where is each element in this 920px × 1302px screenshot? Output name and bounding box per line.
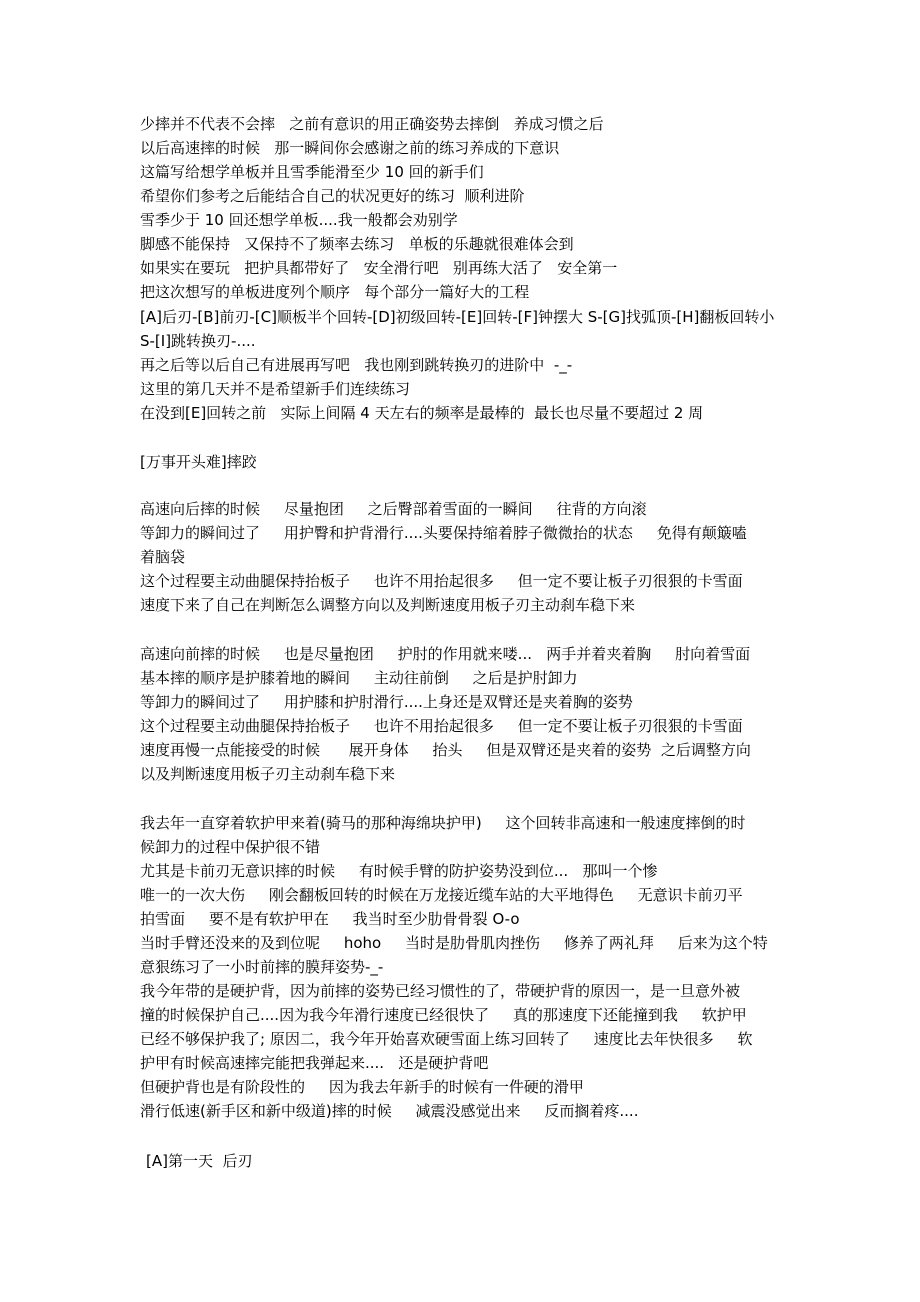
text-line: 这个过程要主动曲腿保持抬板子 也许不用抬起很多 但一定不要让板子刃很狠的卡雪面: [140, 572, 743, 590]
text-line: 我去年一直穿着软护甲来着(骑马的那种海绵块护甲) 这个回转非高速和一般速度摔倒的时: [140, 814, 746, 832]
text-line: 但硬护背也是有阶段性的 因为我去年新手的时候有一件硬的滑甲: [140, 1078, 584, 1096]
text-line: 拍雪面 要不是有软护甲在 我当时至少肋骨骨裂 O-o: [140, 910, 520, 928]
text-line: 尤其是卡前刃无意识摔的时候 有时候手臂的防护姿势没到位... 那叫一个惨: [140, 862, 658, 880]
text-line: 基本摔的顺序是护膝着地的瞬间 主动往前倒 之后是护肘卸力: [140, 669, 578, 687]
text-line: 速度再慢一点能接受的时候 展开身体 抬头 但是双臂还是夹着的姿势 之后调整方向: [140, 741, 751, 759]
text-line: 再之后等以后自己有进展再写吧 我也刚到跳转换刃的进阶中 -_-: [140, 356, 573, 374]
text-line: 速度下来了自己在判断怎么调整方向以及判断速度用板子刃主动刹车稳下来: [140, 596, 636, 614]
text-line: 护甲有时候高速摔完能把我弹起来.... 还是硬护背吧: [140, 1054, 489, 1072]
text-line: 把这次想写的单板进度列个顺序 每个部分一篇好大的工程: [140, 283, 530, 301]
text-line: 以及判断速度用板子刃主动刹车稳下来: [140, 765, 396, 783]
text-line: 我今年带的是硬护背，因为前摔的姿势已经习惯性的了，带硬护背的原因一，是一旦意外被: [140, 982, 741, 1000]
section-title: [万事开头难]摔跤: [140, 453, 257, 471]
text-line: 撞的时候保护自己....因为我今年滑行速度已经很快了 真的那速度下还能撞到我 软护甲: [140, 1006, 747, 1024]
text-line: 等卸力的瞬间过了 用护臀和护背滑行....头要保持缩着脖子微微抬的状态 免得有颠簸嗑: [140, 524, 747, 542]
text-line: 已经不够保护我了; 原因二，我今年开始喜欢硬雪面上练习回转了 速度比去年快很多 软: [140, 1030, 753, 1048]
text-line: S-[I]跳转换刃-....: [140, 332, 256, 350]
text-line: 着脑袋: [140, 548, 186, 566]
text-line: 如果实在要玩 把护具都带好了 安全滑行吧 别再练大活了 安全第一: [140, 259, 618, 277]
text-line: 在没到[E]回转之前 实际上间隔 4 天左右的频率是最棒的 最长也尽量不要超过 2 周: [140, 404, 704, 422]
text-line: 希望你们参考之后能结合自己的状况更好的练习 顺利进阶: [140, 187, 525, 205]
text-line: 高速向后摔的时候 尽量抱团 之后臀部着雪面的一瞬间 往背的方向滚: [140, 500, 647, 518]
text-line: 脚感不能保持 又保持不了频率去练习 单板的乐趣就很难体会到: [140, 235, 574, 253]
text-line: 这里的第几天并不是希望新手们连续练习: [140, 380, 411, 398]
text-line: 以后高速摔的时候 那一瞬间你会感谢之前的练习养成的下意识: [140, 139, 560, 157]
text-line: 唯一的一次大伤 刚会翻板回转的时候在万龙接近缆车站的大平地得色 无意识卡前刃平: [140, 886, 743, 904]
text-line: 候卸力的过程中保护很不错: [140, 838, 321, 856]
text-line: 等卸力的瞬间过了 用护膝和护肘滑行....上身还是双臂还是夹着胸的姿势: [140, 693, 633, 711]
text-line: 这个过程要主动曲腿保持抬板子 也许不用抬起很多 但一定不要让板子刃很狠的卡雪面: [140, 717, 743, 735]
text-line: 高速向前摔的时候 也是尽量抱团 护肘的作用就来喽... 两手并着夹着胸 肘向着雪面: [140, 645, 751, 663]
day-heading: [A]第一天 后刃: [146, 1152, 253, 1170]
text-line: 意狠练习了一小时前摔的膜拜姿势-_-: [140, 958, 384, 976]
text-line: 滑行低速(新手区和新中级道)摔的时候 减震没感觉出来 反而搁着疼....: [140, 1102, 639, 1120]
text-line: 这篇写给想学单板并且雪季能滑至少 10 回的新手们: [140, 163, 484, 181]
text-line: 少摔并不代表不会摔 之前有意识的用正确姿势去摔倒 养成习惯之后: [140, 115, 604, 133]
text-line: 雪季少于 10 回还想学单板....我一般都会劝别学: [140, 211, 458, 229]
text-line: 当时手臂还没来的及到位呢 hoho 当时是肋骨肌肉挫伤 修养了两礼拜 后来为这个特: [140, 934, 768, 952]
text-line: [A]后刃-[B]前刃-[C]顺板半个回转-[D]初级回转-[E]回转-[F]钟摆大 S-[G]找弧顶-[H]翻板回转小: [140, 308, 775, 326]
